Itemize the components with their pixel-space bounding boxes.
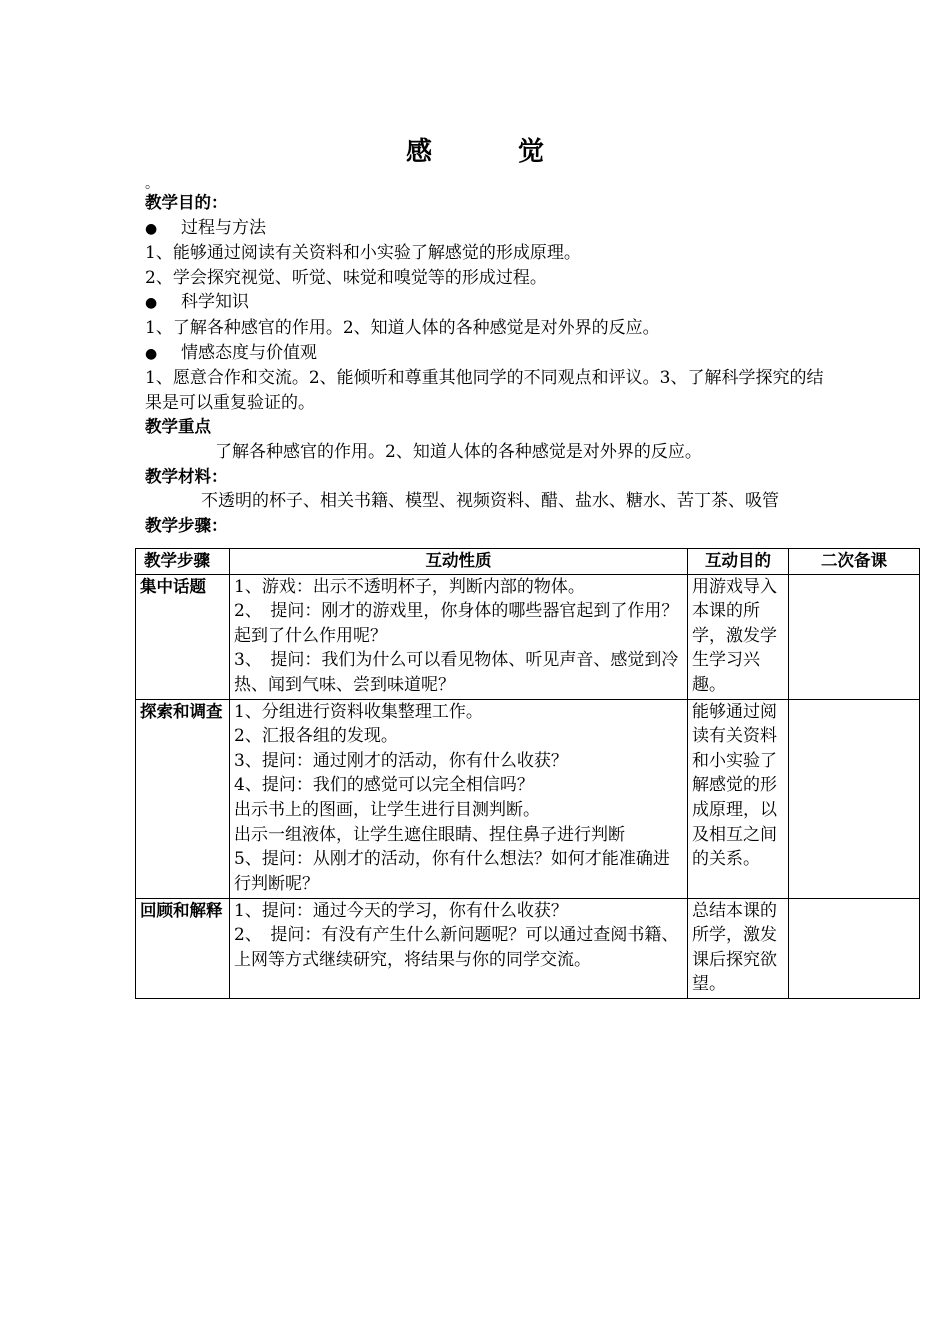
nature-line: 2、汇报各组的发现。: [234, 726, 398, 747]
objective-section-knowledge: [145, 290, 825, 316]
nature-line: 2、 提问：有没有产生什么新问题呢？可以通过查阅书籍、上网等方式继续研究，将结果与你的同学交流。: [234, 925, 679, 970]
column-header-goal: 互动目的: [688, 549, 789, 575]
step-cell: 探索和调查: [136, 699, 230, 898]
second-prep-cell: [789, 574, 920, 699]
nature-line: 2、 提问：刚才的游戏里，你身体的哪些器官起到了作用？起到了什么作用呢？: [234, 601, 679, 646]
materials-text: 不透明的杯子、相关书籍、模型、视频资料、醋、盐水、糖水、苦丁茶、吸管: [201, 491, 779, 512]
materials-heading: 教学材料：: [145, 466, 228, 486]
step-cell: 回顾和解释: [136, 898, 230, 998]
bullet-icon: ●: [145, 220, 158, 237]
bullet-icon: ●: [145, 345, 158, 362]
nature-line: 3、提问：通过刚才的活动，你有什么收获？: [234, 750, 568, 771]
nature-line: 4、提问：我们的感觉可以完全相信吗？: [234, 775, 534, 796]
second-prep-cell: [789, 898, 920, 998]
objectives-heading: 教学目的：: [145, 193, 228, 212]
column-header-second: 二次备课: [789, 549, 920, 575]
nature-cell: [230, 699, 688, 898]
nature-cell: [230, 574, 688, 699]
objective-section-process: [145, 216, 825, 242]
nature-line: 1、提问：通过今天的学习，你有什么收获？: [234, 900, 568, 921]
table-header-row: [136, 549, 920, 575]
nature-line: 1、分组进行资料收集整理工作。: [234, 701, 483, 722]
bullet-icon: ●: [145, 295, 158, 312]
objective-section-attitude: [145, 341, 825, 367]
key-points-text: 了解各种感官的作用。2、知道人体的各种感觉是对外界的反应。: [215, 441, 702, 462]
column-header-nature: 互动性质: [230, 549, 688, 575]
objective-line: 1、了解各种感官的作用。2、知道人体的各种感觉是对外界的反应。: [145, 317, 660, 338]
objective-section-label: 科学知识: [181, 292, 249, 313]
goal-cell: 用游戏导入本课的所学，激发学生学习兴趣。: [688, 574, 789, 699]
nature-line: 出示书上的图画，让学生进行目测判断。: [234, 799, 540, 820]
stray-mark: 。: [145, 176, 159, 192]
objective-line: 1、能够通过阅读有关资料和小实验了解感觉的形成原理。: [145, 243, 581, 264]
table-row: [136, 574, 920, 699]
document-title: 感 觉: [405, 137, 574, 167]
second-prep-cell: [789, 699, 920, 898]
table-row: [136, 898, 920, 998]
goal-cell: 能够通过阅读有关资料和小实验了解感觉的形成原理，以及相互之间的关系。: [688, 699, 789, 898]
nature-cell: [230, 898, 688, 998]
objective-section-label: 过程与方法: [181, 217, 266, 238]
document-body: [145, 177, 825, 538]
nature-line: 出示一组液体，让学生遮住眼睛、捏住鼻子进行判断: [234, 824, 625, 845]
nature-line: 3、 提问：我们为什么可以看见物体、听见声音、感觉到冷热、闻到气味、尝到味道呢？: [234, 650, 679, 695]
objective-line: 2、学会探究视觉、听觉、味觉和嗅觉等的形成过程。: [145, 267, 547, 288]
column-header-step: 教学步骤: [136, 549, 230, 575]
steps-table: [135, 548, 920, 999]
table-row: [136, 699, 920, 898]
goal-cell: 总结本课的所学，激发课后探究欲望。: [688, 898, 789, 998]
key-points-heading: 教学重点: [145, 417, 211, 437]
objective-line: 1、愿意合作和交流。2、能倾听和尊重其他同学的不同观点和评议。3、了解科学探究的结果是可以重复验证的。: [145, 368, 824, 413]
steps-heading: 教学步骤：: [145, 515, 228, 535]
objective-section-label: 情感态度与价值观: [181, 342, 317, 363]
step-cell: 集中话题: [136, 574, 230, 699]
nature-line: 1、游戏：出示不透明杯子，判断内部的物体。: [234, 576, 585, 597]
nature-line: 5、提问：从刚才的活动，你有什么想法？如何才能准确进行判断呢？: [234, 849, 670, 894]
